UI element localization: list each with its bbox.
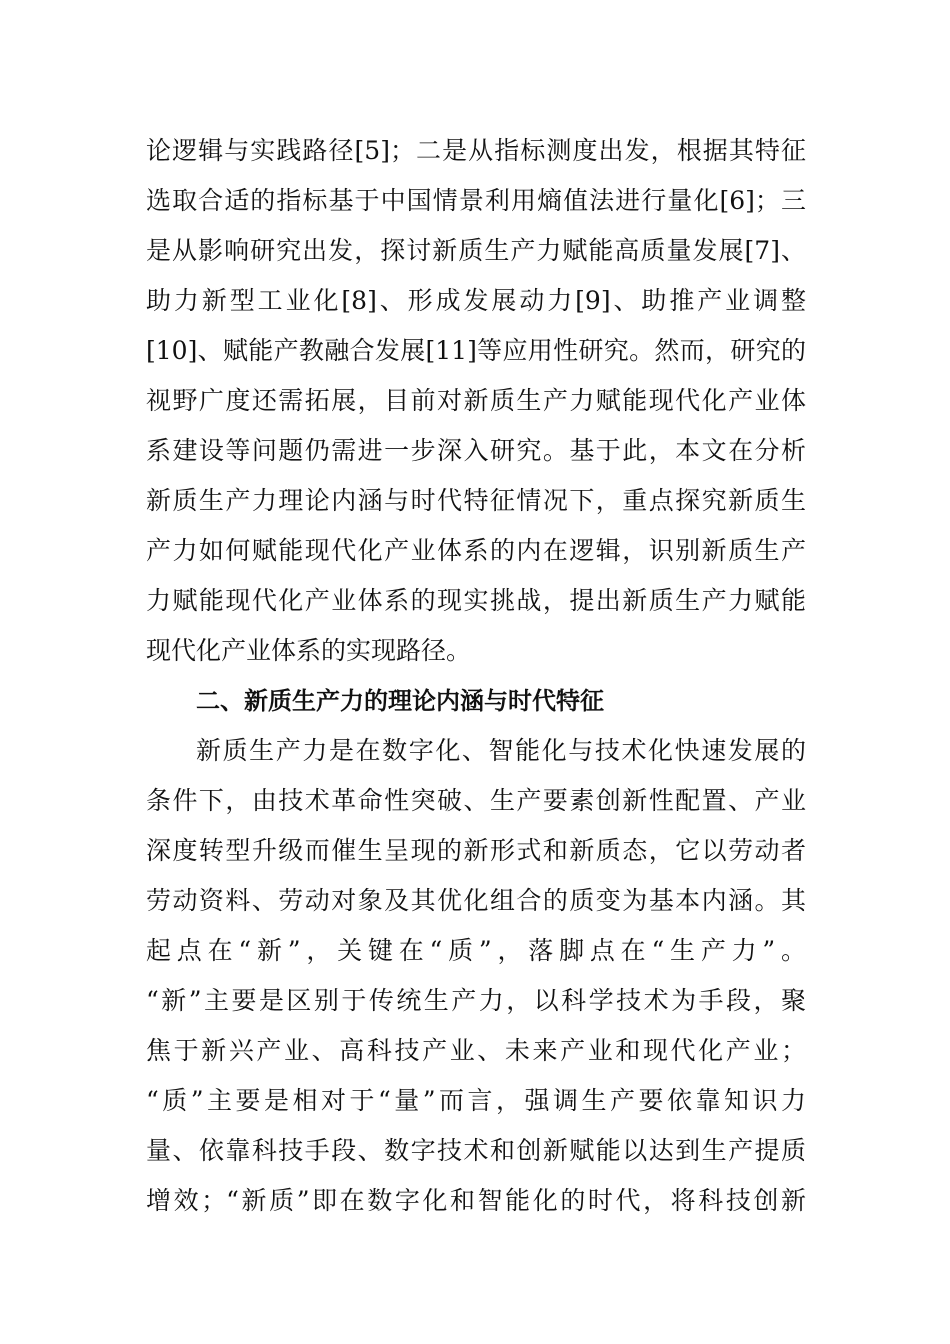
body-text-line: 焦于新兴产业、高科技产业、未来产业和现代化产业； bbox=[146, 1036, 806, 1065]
section-heading: 二、新质生产力的理论内涵与时代特征 bbox=[196, 687, 604, 715]
body-text-line: 论逻辑与实践路径[5]；二是从指标测度出发，根据其特征 bbox=[146, 136, 806, 165]
body-text-line: 助力新型工业化[8]、形成发展动力[9]、助推产业调整 bbox=[146, 286, 806, 315]
body-text-line: “新”主要是区别于传统生产力，以科学技术为手段，聚 bbox=[146, 986, 806, 1015]
body-text-line: 系建设等问题仍需进一步深入研究。基于此，本文在分析 bbox=[146, 436, 806, 465]
body-text-line: 产力如何赋能现代化产业体系的内在逻辑，识别新质生产 bbox=[146, 536, 806, 565]
body-text-line: 选取合适的指标基于中国情景利用熵值法进行量化[6]；三 bbox=[146, 186, 806, 215]
body-text-line: 力赋能现代化产业体系的现实挑战，提出新质生产力赋能 bbox=[146, 586, 806, 615]
body-text-line: 量、依靠科技手段、数字技术和创新赋能以达到生产提质 bbox=[146, 1136, 806, 1165]
body-text-line: 新质生产力理论内涵与时代特征情况下，重点探究新质生 bbox=[146, 486, 806, 515]
body-text-line: “质”主要是相对于“量”而言，强调生产要依靠知识力 bbox=[146, 1086, 806, 1115]
body-text-line: 视野广度还需拓展，目前对新质生产力赋能现代化产业体 bbox=[146, 386, 806, 415]
body-text-line: 新质生产力是在数字化、智能化与技术化快速发展的 bbox=[196, 736, 806, 765]
body-text-line: 是从影响研究出发，探讨新质生产力赋能高质量发展[7]、 bbox=[146, 236, 806, 265]
body-text-line: 现代化产业体系的实现路径。 bbox=[146, 636, 472, 665]
body-text-line: [10]、赋能产教融合发展[11]等应用性研究。然而，研究的 bbox=[146, 336, 806, 365]
body-text-line: 条件下，由技术革命性突破、生产要素创新性配置、产业 bbox=[146, 786, 806, 815]
body-text-line: 起点在“新”，关键在“质”，落脚点在“生产力”。 bbox=[146, 936, 806, 965]
body-text-line: 增效；“新质”即在数字化和智能化的时代，将科技创新 bbox=[146, 1186, 806, 1215]
body-text-line: 劳动资料、劳动对象及其优化组合的质变为基本内涵。其 bbox=[146, 886, 806, 915]
body-text-line: 深度转型升级而催生呈现的新形式和新质态，它以劳动者 bbox=[146, 836, 806, 865]
